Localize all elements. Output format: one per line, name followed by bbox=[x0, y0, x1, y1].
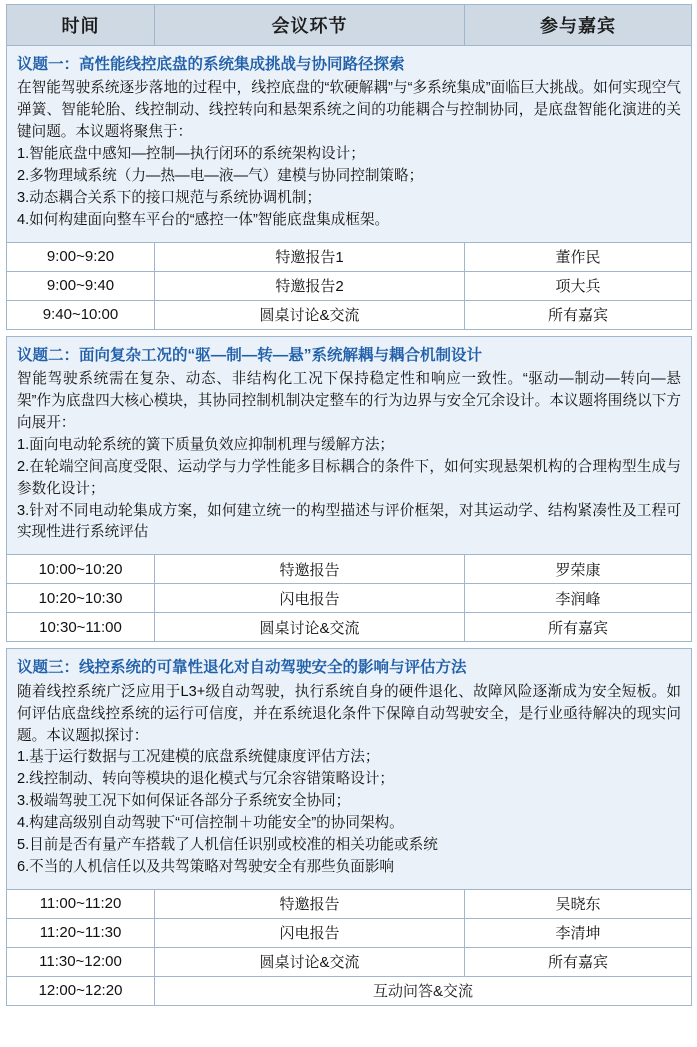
session-title: 圆桌讨论&交流 bbox=[155, 947, 465, 976]
session-title: 特邀报告1 bbox=[155, 242, 465, 271]
session-row bbox=[7, 613, 692, 642]
topic-block bbox=[7, 46, 692, 243]
session-time: 9:40~10:00 bbox=[7, 300, 155, 329]
topic-row bbox=[7, 46, 692, 243]
session-row bbox=[7, 584, 692, 613]
session-time: 10:00~10:20 bbox=[7, 555, 155, 584]
topic-row bbox=[7, 336, 692, 555]
session-row bbox=[7, 947, 692, 976]
session-guest: 所有嘉宾 bbox=[465, 300, 692, 329]
session-title: 特邀报告 bbox=[155, 889, 465, 918]
topic-body: 在智能驾驶系统逐步落地的过程中，线控底盘的“软硬解耦”与“多系统集成”面临巨大挑战。如何实现空气弹簧、智能轮胎、线控制动、线控转向和悬架系统之间的功能耦合与控制协同，是底盘智能化演进的关键问题。本议题将聚焦于： 1.智能底盘中感知—控制—执行闭环的系统架构设计； 2.多物理域系统（力—热—电—液—气）建模与协同控制策略； 3.动态耦合关系下的接口规范与系统协调机制； 4.如何构建面向整车平台的“感控一体”智能底盘集成框架。 bbox=[17, 80, 681, 228]
session-row bbox=[7, 918, 692, 947]
session-time: 11:00~11:20 bbox=[7, 889, 155, 918]
session-guest: 董作民 bbox=[465, 242, 692, 271]
session-row bbox=[7, 889, 692, 918]
topic-body: 随着线控系统广泛应用于L3+级自动驾驶，执行系统自身的硬件退化、故障风险逐渐成为安全短板。如何评估底盘线控系统的运行可信度，并在系统退化条件下保障自动驾驶安全，是行业亟待解决的现实问题。本议题拟探讨： 1.基于运行数据与工况建模的底盘系统健康度评估方法； 2.线控制动、转向等模块的退化模式与冗余容错策略设计； 3.极端驾驶工况下如何保证各部分子系统安全协同； 4.构建高级别自动驾驶下“可信控制＋功能安全”的协同架构。 5.目前是否有量产车搭载了人机信任识别或校准的相关功能或系统 6.不当的人机信任以及共驾策略对驾驶安全有那些负面影响 bbox=[17, 683, 681, 875]
topic-block bbox=[7, 336, 692, 555]
session-guest: 所有嘉宾 bbox=[465, 613, 692, 642]
session-title: 特邀报告 bbox=[155, 555, 465, 584]
session-title: 闪电报告 bbox=[155, 918, 465, 947]
session-time: 9:00~9:40 bbox=[7, 271, 155, 300]
topic-row bbox=[7, 649, 692, 889]
session-guest: 李清坤 bbox=[465, 918, 692, 947]
row-spacer bbox=[7, 329, 692, 336]
table-header-row bbox=[7, 5, 692, 46]
session-title: 圆桌讨论&交流 bbox=[155, 300, 465, 329]
session-row bbox=[7, 976, 692, 1005]
topic-block bbox=[7, 649, 692, 889]
session-guest: 项大兵 bbox=[465, 271, 692, 300]
session-time: 10:20~10:30 bbox=[7, 584, 155, 613]
session-row bbox=[7, 271, 692, 300]
session-title: 特邀报告2 bbox=[155, 271, 465, 300]
session-time: 11:30~12:00 bbox=[7, 947, 155, 976]
session-guest: 所有嘉宾 bbox=[465, 947, 692, 976]
session-guest: 李润峰 bbox=[465, 584, 692, 613]
session-time: 10:30~11:00 bbox=[7, 613, 155, 642]
session-row bbox=[7, 300, 692, 329]
row-spacer bbox=[7, 642, 692, 649]
session-title: 互动问答&交流 bbox=[155, 976, 692, 1005]
header-session: 会议环节 bbox=[155, 5, 465, 46]
session-title: 圆桌讨论&交流 bbox=[155, 613, 465, 642]
session-guest: 罗荣康 bbox=[465, 555, 692, 584]
session-guest: 吴晓东 bbox=[465, 889, 692, 918]
session-time: 11:20~11:30 bbox=[7, 918, 155, 947]
topic-title: 议题一：高性能线控底盘的系统集成挑战与协同路径探索 bbox=[17, 56, 405, 73]
session-title: 闪电报告 bbox=[155, 584, 465, 613]
session-row bbox=[7, 555, 692, 584]
agenda-table bbox=[6, 4, 692, 1006]
header-time: 时间 bbox=[7, 5, 155, 46]
topic-title: 议题二：面向复杂工况的“驱—制—转—悬”系统解耦与耦合机制设计 bbox=[17, 346, 483, 364]
header-guests: 参与嘉宾 bbox=[465, 5, 692, 46]
session-time: 12:00~12:20 bbox=[7, 976, 155, 1005]
topic-title: 议题三：线控系统的可靠性退化对自动驾驶安全的影响与评估方法 bbox=[17, 659, 467, 677]
session-time: 9:00~9:20 bbox=[7, 242, 155, 271]
topic-body: 智能驾驶系统需在复杂、动态、非结构化工况下保持稳定性和响应一致性。“驱动—制动—转向—悬架”作为底盘四大核心模块，其协同控制机制决定整车的行为边界与安全冗余设计。本议题将围绕以下方向展开： 1.面向电动轮系统的簧下质量负效应抑制机理与缓解方法； 2.在轮端空间高度受限、运动学与力学性能多目标耦合的条件下，如何实现悬架机构的合理构型生成与参数化设计； 3.针对不同电动轮集成方案，如何建立统一的构型描述与评价框架，对其运动学、结构紧凑性及工程可实现性进行系统评估 bbox=[17, 371, 681, 541]
session-row bbox=[7, 242, 692, 271]
